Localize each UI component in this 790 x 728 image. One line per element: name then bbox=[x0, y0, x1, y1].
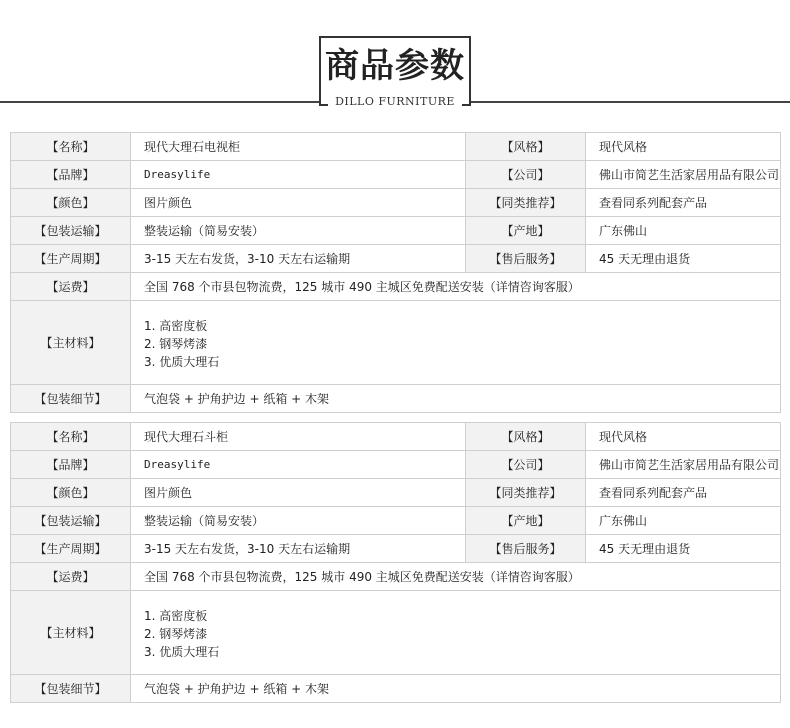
spec-label-after-sales: 【售后服务】 bbox=[466, 535, 586, 563]
spec-value-after-sales: 45 天无理由退货 bbox=[586, 245, 781, 273]
spec-value-brand: Dreasylife bbox=[131, 161, 466, 189]
table-row bbox=[11, 189, 781, 217]
spec-value-name: 现代大理石电视柜 bbox=[131, 133, 466, 161]
spec-label-packing-detail: 【包装细节】 bbox=[11, 675, 131, 703]
spec-label-material: 【主材料】 bbox=[11, 591, 131, 675]
spec-value-packaging: 整装运输（简易安装） bbox=[131, 507, 466, 535]
table-row bbox=[11, 451, 781, 479]
spec-label-after-sales: 【售后服务】 bbox=[466, 245, 586, 273]
table-row bbox=[11, 535, 781, 563]
spec-table-marble-chest bbox=[10, 422, 780, 703]
spec-label-brand: 【品牌】 bbox=[11, 161, 131, 189]
spec-label-style: 【风格】 bbox=[466, 133, 586, 161]
page-title: 商品参数 bbox=[325, 46, 465, 86]
spec-label-origin: 【产地】 bbox=[466, 217, 586, 245]
spec-label-related: 【同类推荐】 bbox=[466, 479, 586, 507]
spec-label-style: 【风格】 bbox=[466, 423, 586, 451]
spec-value-related: 查看同系列配套产品 bbox=[586, 189, 781, 217]
table-row bbox=[11, 507, 781, 535]
material-list bbox=[144, 317, 780, 371]
spec-value-packing-detail: 气泡袋 + 护角护边 + 纸箱 + 木架 bbox=[131, 385, 781, 413]
spec-label-lead-time: 【生产周期】 bbox=[11, 535, 131, 563]
spec-value-company: 佛山市简艺生活家居用品有限公司 bbox=[586, 451, 781, 479]
header-rule-right bbox=[470, 101, 790, 103]
spec-value-style: 现代风格 bbox=[586, 133, 781, 161]
spec-value-style: 现代风格 bbox=[586, 423, 781, 451]
spec-label-name: 【名称】 bbox=[11, 133, 131, 161]
spec-label-packaging: 【包装运输】 bbox=[11, 217, 131, 245]
spec-value-shipping: 全国 768 个市县包物流费，125 城市 490 主城区免费配送安装（详情咨询客服） bbox=[131, 563, 781, 591]
spec-value-origin: 广东佛山 bbox=[586, 217, 781, 245]
table-row bbox=[11, 217, 781, 245]
spec-value-name: 现代大理石斗柜 bbox=[131, 423, 466, 451]
spec-label-material: 【主材料】 bbox=[11, 301, 131, 385]
spec-value-material bbox=[131, 591, 781, 675]
table-row bbox=[11, 675, 781, 703]
list-item: 2. 钢琴烤漆 bbox=[144, 336, 208, 351]
spec-label-packing-detail: 【包装细节】 bbox=[11, 385, 131, 413]
spec-value-company: 佛山市简艺生活家居用品有限公司 bbox=[586, 161, 781, 189]
table-row bbox=[11, 591, 781, 675]
list-item: 2. 钢琴烤漆 bbox=[144, 626, 208, 641]
spec-label-packaging: 【包装运输】 bbox=[11, 507, 131, 535]
spec-value-packing-detail: 气泡袋 + 护角护边 + 纸箱 + 木架 bbox=[131, 675, 781, 703]
spec-label-origin: 【产地】 bbox=[466, 507, 586, 535]
spec-value-color: 图片颜色 bbox=[131, 479, 466, 507]
spec-value-lead-time: 3-15 天左右发货，3-10 天左右运输期 bbox=[131, 245, 466, 273]
spec-value-shipping: 全国 768 个市县包物流费，125 城市 490 主城区免费配送安装（详情咨询客服） bbox=[131, 273, 781, 301]
spec-value-brand: Dreasylife bbox=[131, 451, 466, 479]
brand-subtitle: DILLO FURNITURE bbox=[328, 94, 462, 110]
table-row bbox=[11, 133, 781, 161]
table-row bbox=[11, 423, 781, 451]
spec-table-tv-cabinet bbox=[10, 132, 780, 413]
table-row bbox=[11, 563, 781, 591]
spec-label-brand: 【品牌】 bbox=[11, 451, 131, 479]
list-item: 1. 高密度板 bbox=[144, 608, 208, 623]
spec-label-color: 【颜色】 bbox=[11, 189, 131, 217]
spec-value-color: 图片颜色 bbox=[131, 189, 466, 217]
table-row bbox=[11, 385, 781, 413]
spec-value-after-sales: 45 天无理由退货 bbox=[586, 535, 781, 563]
spec-value-packaging: 整装运输（简易安装） bbox=[131, 217, 466, 245]
table-row bbox=[11, 273, 781, 301]
spec-label-lead-time: 【生产周期】 bbox=[11, 245, 131, 273]
spec-label-company: 【公司】 bbox=[466, 451, 586, 479]
list-item: 3. 优质大理石 bbox=[144, 354, 220, 369]
material-list bbox=[144, 607, 780, 661]
header-rule-left bbox=[0, 101, 320, 103]
table-row bbox=[11, 479, 781, 507]
list-item: 3. 优质大理石 bbox=[144, 644, 220, 659]
spec-label-shipping: 【运费】 bbox=[11, 563, 131, 591]
spec-label-color: 【颜色】 bbox=[11, 479, 131, 507]
table-row bbox=[11, 301, 781, 385]
spec-value-material bbox=[131, 301, 781, 385]
spec-value-related: 查看同系列配套产品 bbox=[586, 479, 781, 507]
list-item: 1. 高密度板 bbox=[144, 318, 208, 333]
spec-label-company: 【公司】 bbox=[466, 161, 586, 189]
section-header bbox=[0, 0, 790, 110]
table-row bbox=[11, 245, 781, 273]
table-row bbox=[11, 161, 781, 189]
spec-label-related: 【同类推荐】 bbox=[466, 189, 586, 217]
spec-value-lead-time: 3-15 天左右发货，3-10 天左右运输期 bbox=[131, 535, 466, 563]
spec-value-origin: 广东佛山 bbox=[586, 507, 781, 535]
spec-label-name: 【名称】 bbox=[11, 423, 131, 451]
spec-label-shipping: 【运费】 bbox=[11, 273, 131, 301]
